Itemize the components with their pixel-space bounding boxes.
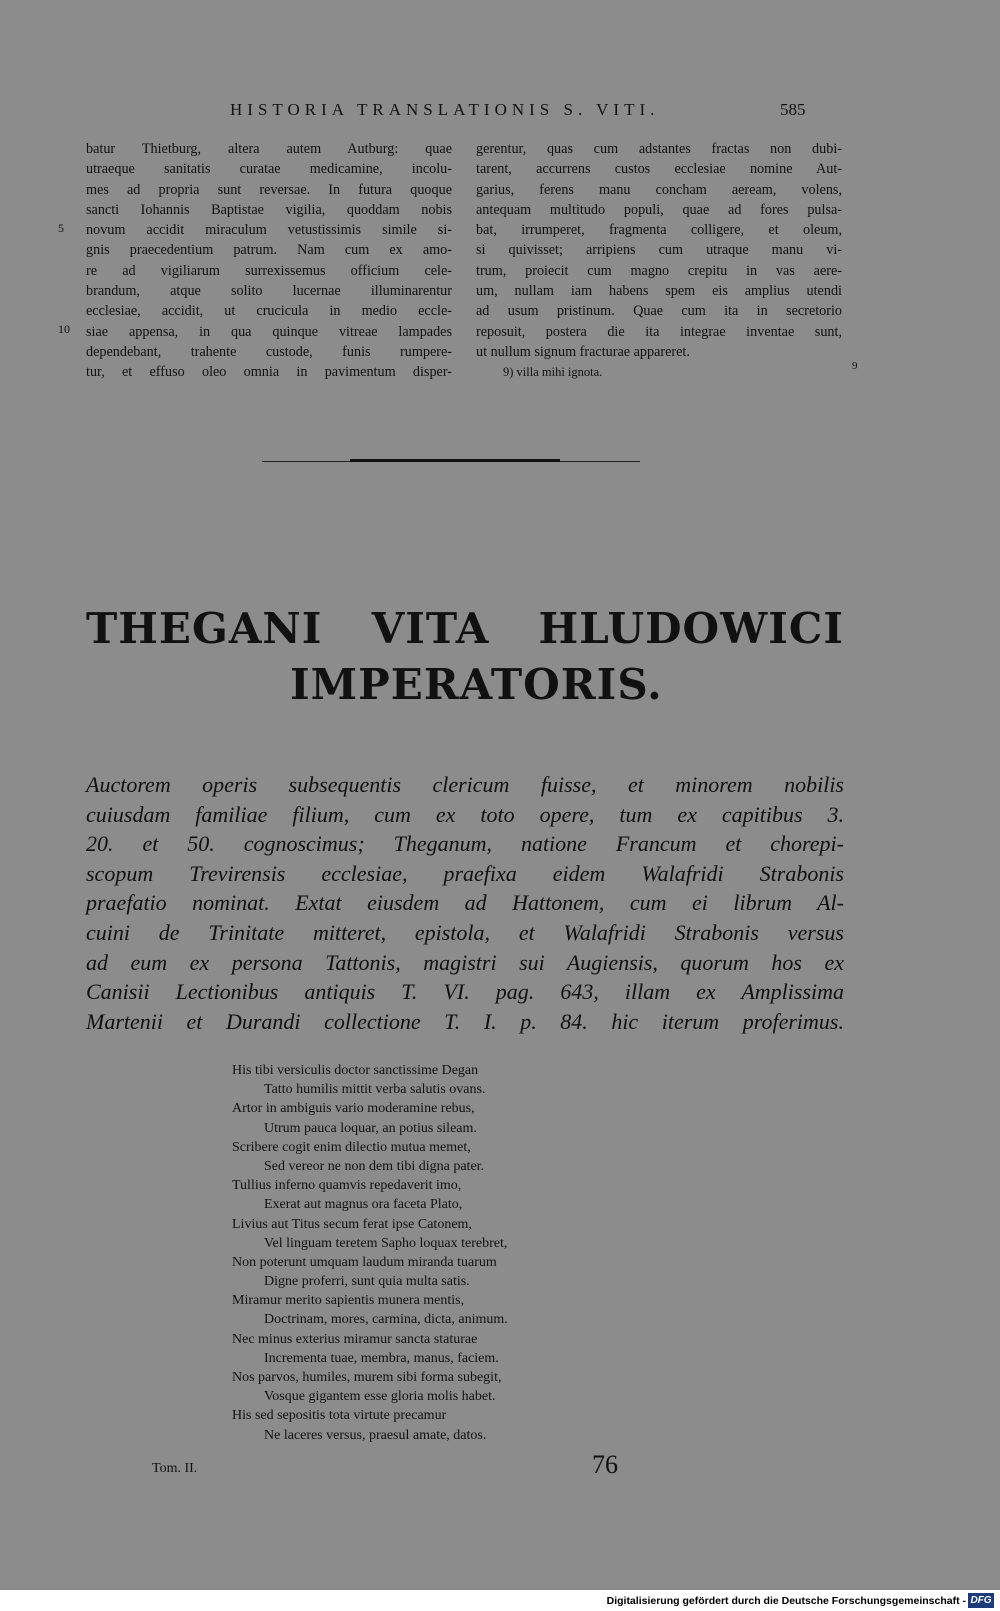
- text-line: siae appensa, in qua quinque vitreae lampades: [86, 323, 452, 340]
- verse-line: Vosque gigantem esse gloria molis habet.: [264, 1389, 496, 1405]
- text-line: dependebant, trahente custode, funis rumpere-: [86, 343, 452, 360]
- editorial-introduction: [86, 770, 844, 1036]
- text-line: tarent, accurrens custos ecclesiae nomine Aut-: [476, 161, 842, 178]
- text-line: gnis praecedentium patrum. Nam cum ex amo-: [86, 242, 452, 259]
- work-title: [86, 604, 844, 653]
- verse-line: Digne proferri, sunt quia multa satis.: [264, 1274, 470, 1290]
- verse-line: Artor in ambiguis vario moderamine rebus,: [232, 1101, 475, 1117]
- verse-line: Vel linguam teretem Sapho loquax terebret,: [264, 1235, 508, 1251]
- text-line: sancti Iohannis Baptistae vigilia, quoddam nobis: [86, 201, 452, 218]
- text-line: ut nullum signum fracturae appareret.: [476, 343, 690, 360]
- text-line: novum accidit miraculum vetustissimis simile si-: [86, 222, 452, 239]
- verse-line: Doctrinam, mores, carmina, dicta, animum.: [264, 1312, 508, 1328]
- title-word: VITA: [371, 604, 490, 653]
- verse-line: Nos parvos, humiles, murem sibi forma subegit,: [232, 1370, 502, 1385]
- verse-line: Sed vereor ne non dem tibi digna pater.: [264, 1158, 485, 1174]
- verse-line: Scribere cogit enim dilectio mutua memet,: [232, 1139, 471, 1155]
- intro-line: Canisii Lectionibus antiquis T. VI. pag. 643, illam ex Amplissima: [86, 979, 844, 1005]
- volume-signature: Tom. II.: [152, 1461, 198, 1476]
- text-line: utraeque sanitatis curatae medicamine, incolu-: [86, 161, 452, 178]
- running-title: HISTORIA TRANSLATIONIS S. VITI.: [230, 100, 660, 119]
- gathering-number: 76: [592, 1450, 618, 1479]
- verse-line: Miramur merito sapientis munera mentis,: [232, 1293, 465, 1309]
- intro-line: Auctorem operis subsequentis clericum fuisse, et minorem nobilis: [86, 772, 844, 797]
- text-line: antequam multitudo populi, quae ad fores pulsa-: [476, 201, 842, 218]
- verse-line: His sed sepositis tota virtute precamur: [232, 1408, 447, 1424]
- verse-line: Livius aut Titus secum ferat ipse Catonem,: [232, 1216, 472, 1232]
- verse-line: Tatto humilis mittit verba salutis ovans.: [264, 1082, 486, 1098]
- text-line: trum, proiecit cum magno crepitu in vas aere-: [476, 262, 842, 279]
- verse-line: Ne laceres versus, praesul amate, datos.: [264, 1427, 487, 1443]
- text-line: tur, et effuso oleo omnia in pavimentum disper-: [86, 364, 452, 381]
- intro-line: praefatio nominat. Extat eiusdem ad Hattonem, cum ei librum Al-: [86, 890, 844, 916]
- intro-line: cuiusdam familiae filium, cum ex toto opere, tum ex capitibus 3.: [86, 801, 844, 827]
- work-title-line-2: IMPERATORIS.: [290, 660, 663, 709]
- text-line: bat, irrumperet, fragmenta colligere, et oleum,: [476, 222, 842, 239]
- intro-line: Martenii et Durandi collectione T. I. p. 84. hic iterum proferimus.: [86, 1008, 844, 1034]
- text-line: brandum, atque solito lucernae illuminarentur: [86, 283, 452, 300]
- verse-line: Exerat aut magnus ora faceta Plato,: [264, 1197, 463, 1213]
- dfg-logo: DFG: [968, 1593, 994, 1608]
- digitization-credit: Digitalisierung gefördert durch die Deutsche Forschungsgemeinschaft -: [606, 1595, 966, 1607]
- page-number: 585: [780, 100, 806, 119]
- text-line: mes ad propria sunt reversae. In futura quoque: [86, 181, 452, 198]
- intro-line: cuini de Trinitate mitteret, epistola, et Walafridi Strabonis versus: [86, 919, 844, 945]
- verse-line: Incrementa tuae, membra, manus, faciem.: [264, 1350, 499, 1366]
- left-column: [86, 139, 452, 383]
- title-word: HLUDOWICI: [538, 604, 844, 653]
- verse-line: Nec minus exterius miramur sancta staturae: [232, 1331, 478, 1347]
- text-line: reposuit, postera die ita integrae inventae sunt,: [476, 323, 842, 340]
- text-line: batur Thietburg, altera autem Autburg: quae: [86, 141, 452, 157]
- verse-line: Non poterunt umquam laudum miranda tuarum: [232, 1254, 497, 1270]
- verse-line: Tullius inferno quamvis repedaverit imo,: [232, 1178, 462, 1194]
- line-number-5: 5: [58, 221, 64, 235]
- text-line: si quivisset; arripiens cum utraque manu vi-: [476, 242, 842, 259]
- intro-line: ad eum ex persona Tattonis, magistri sui Augiensis, quorum hos ex: [86, 949, 844, 975]
- section-divider-thick: [350, 459, 560, 462]
- text-line: ad usum pristinum. Quae cum ita in secretorio: [476, 303, 842, 320]
- line-number-10: 10: [58, 322, 70, 336]
- text-line: garius, ferens manu concham aeream, volens,: [476, 181, 842, 198]
- verse-line: His tibi versiculis doctor sanctissime Degan: [232, 1063, 479, 1078]
- dedicatory-poem: [232, 1061, 508, 1445]
- text-line: re ad vigiliarum surrexissemus officium cele-: [86, 262, 452, 279]
- intro-line: 20. et 50. cognoscimus; Theganum, natione Francum et chorepi-: [86, 831, 844, 857]
- title-word: THEGANI: [86, 604, 323, 653]
- intro-line: scopum Trevirensis ecclesiae, praefixa eidem Walafridi Strabonis: [86, 860, 844, 886]
- verse-line: Utrum pauca loquar, an potius sileam.: [264, 1120, 477, 1136]
- text-line: ecclesiae, accidit, ut crucicula in medio eccle-: [86, 303, 452, 320]
- footnote: 9) villa mihi ignota.: [503, 365, 603, 379]
- margin-mark: 9: [852, 360, 858, 372]
- text-line: um, nullam iam habens spem eis amplius utendi: [476, 283, 842, 300]
- text-line: gerentur, quas cum adstantes fractas non dubi-: [476, 141, 842, 157]
- right-column: [476, 139, 842, 362]
